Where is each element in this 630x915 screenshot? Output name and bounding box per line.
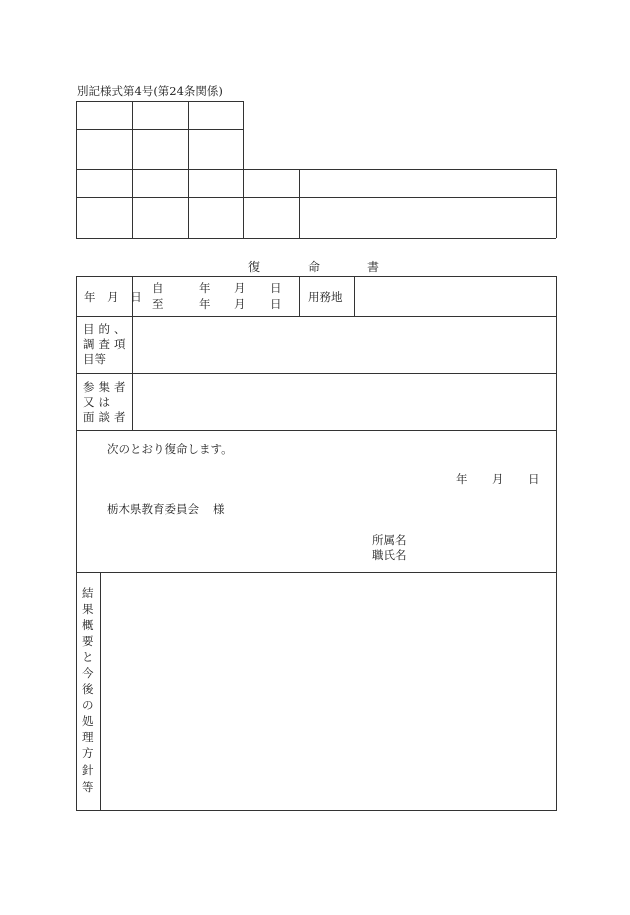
report-statement: 次のとおり復命します。 <box>107 442 233 456</box>
purpose-label-line: 調査項 <box>83 337 130 351</box>
report-year-label: 年 <box>456 472 468 486</box>
purpose-label-line: 目等 <box>83 352 106 366</box>
result-label-char: 概 <box>82 618 94 632</box>
result-label-char: 要 <box>82 634 94 648</box>
purpose-label-line: 目的、 <box>83 322 130 336</box>
attendees-field[interactable] <box>133 374 555 429</box>
period-year-label: 年 <box>199 281 211 295</box>
affiliation-label: 所属名 <box>372 533 407 547</box>
attendees-label-line: 参集者 <box>83 380 130 394</box>
result-label-char: と <box>82 650 94 664</box>
attendees-label-line: 面談者 <box>83 410 130 424</box>
result-label-char: 等 <box>82 780 94 794</box>
result-label-char: 今 <box>82 666 94 680</box>
period-month-label: 月 <box>234 281 246 295</box>
name-label: 職氏名 <box>372 548 407 562</box>
result-label-char: の <box>82 698 94 712</box>
attendees-label-line: 又は <box>83 395 114 409</box>
title-char: 復 <box>248 260 261 274</box>
title-char: 命 <box>308 260 321 274</box>
period-from-label: 自 <box>152 281 164 295</box>
result-label-char: 結 <box>82 586 94 600</box>
purpose-field[interactable] <box>133 317 555 372</box>
result-label-char: 果 <box>82 602 94 616</box>
period-to-label: 至 <box>152 297 164 311</box>
period-day-label: 日 <box>270 281 282 295</box>
period-year-label: 年 <box>199 297 211 311</box>
addressee-honorific: 様 <box>213 502 225 516</box>
place-label: 用務地 <box>308 290 343 304</box>
addressee: 栃木県教育委員会 <box>107 502 199 516</box>
result-label-char: 処 <box>82 714 94 728</box>
result-label-char: 方 <box>82 746 94 760</box>
result-label-char: 後 <box>82 682 94 696</box>
title-char: 書 <box>367 260 380 274</box>
report-month-label: 月 <box>492 472 504 486</box>
period-day-label: 日 <box>270 297 282 311</box>
place-field[interactable] <box>355 277 555 315</box>
result-label-char: 針 <box>82 763 94 777</box>
result-label-char: 理 <box>82 730 94 744</box>
form-number-label: 別記様式第4号(第24条関係) <box>77 84 223 98</box>
result-summary-field[interactable] <box>101 573 555 810</box>
date-label: 年 月 日 <box>84 290 146 304</box>
period-month-label: 月 <box>234 297 246 311</box>
report-day-label: 日 <box>528 472 540 486</box>
